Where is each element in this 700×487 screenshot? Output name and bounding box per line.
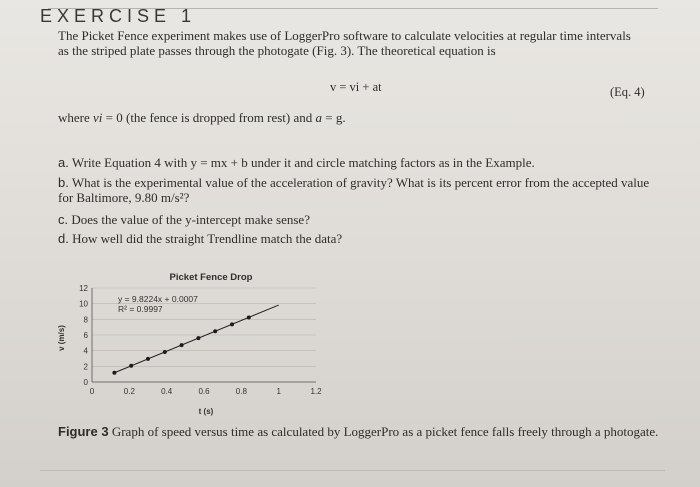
data-point (163, 350, 167, 354)
question-c (58, 212, 310, 227)
data-point (146, 357, 150, 361)
figure-caption-text: Graph of speed versus time as calculated by LoggerPro as a picket fence falls freely through a photogate. (111, 424, 659, 439)
data-point (230, 322, 234, 326)
equation: v = vi + at (330, 80, 382, 94)
bottom-rule (40, 470, 665, 471)
question-label: c. (58, 212, 69, 227)
where-var-a: a (315, 110, 322, 125)
question-text: What is the experimental value of the acceleration of gravity? What is its percent error from the accepted value for Baltimore, 9.80 m/s²? (58, 175, 650, 205)
where-var-vi: vi (93, 110, 103, 125)
equation-number: (Eq. 4) (610, 85, 645, 99)
y-tick-label: 2 (83, 362, 88, 372)
r-squared-label: R² = 0.9997 (118, 304, 163, 314)
data-point (129, 364, 133, 368)
question-d (58, 231, 342, 246)
x-tick-label: 0 (89, 387, 95, 396)
where-suffix: = g. (325, 110, 346, 125)
question-text: How well did the straight Trendline match the data? (72, 231, 343, 246)
x-tick-label: 0.2 (123, 387, 135, 396)
exercise-title: EXERCISE 1 (40, 6, 197, 26)
question-text: Does the value of the y-intercept make sense? (71, 212, 310, 227)
trendline (114, 305, 278, 373)
question-a (58, 155, 535, 170)
figure-caption (58, 424, 688, 439)
x-tick-label: 1 (276, 387, 281, 396)
chart-title: Picket Fence Drop (169, 272, 253, 283)
picket-fence-chart (56, 262, 356, 420)
y-axis-label: v (m/s) (57, 325, 66, 351)
where-prefix: where (58, 110, 90, 125)
question-b (58, 175, 658, 205)
data-point (196, 336, 200, 340)
y-tick-label: 0 (83, 378, 88, 387)
x-tick-label: 0.4 (161, 387, 173, 396)
data-point (247, 315, 251, 319)
data-point (213, 329, 217, 333)
data-point (180, 343, 184, 347)
x-axis-label: t (s) (198, 407, 214, 416)
y-tick-label: 4 (83, 346, 88, 356)
x-tick-label: 0.6 (198, 387, 210, 396)
figure-label: Figure 3 (58, 424, 109, 439)
question-label: d. (58, 231, 69, 246)
y-tick-label: 10 (79, 299, 88, 309)
y-tick-label: 12 (79, 284, 88, 293)
question-label: b. (58, 175, 69, 190)
y-tick-label: 8 (83, 315, 88, 325)
trendline-equation: y = 9.8224x + 0.0007 (118, 294, 198, 304)
x-tick-label: 1.2 (310, 387, 322, 396)
question-label: a. (58, 155, 69, 170)
intro-paragraph: The Picket Fence experiment makes use of LoggerPro software to calculate velocities at regular time intervals as the striped plate passes through the photogate (Fig. 3). The theoretical equation is (58, 28, 631, 58)
data-point (112, 371, 116, 375)
y-tick-label: 6 (83, 331, 88, 340)
question-text: Write Equation 4 with y = mx + b under it and circle matching factors as in the Example. (71, 155, 535, 170)
x-tick-label: 0.8 (235, 387, 247, 396)
where-clause (58, 110, 346, 126)
where-mid: = 0 (the fence is dropped from rest) and (105, 110, 313, 125)
